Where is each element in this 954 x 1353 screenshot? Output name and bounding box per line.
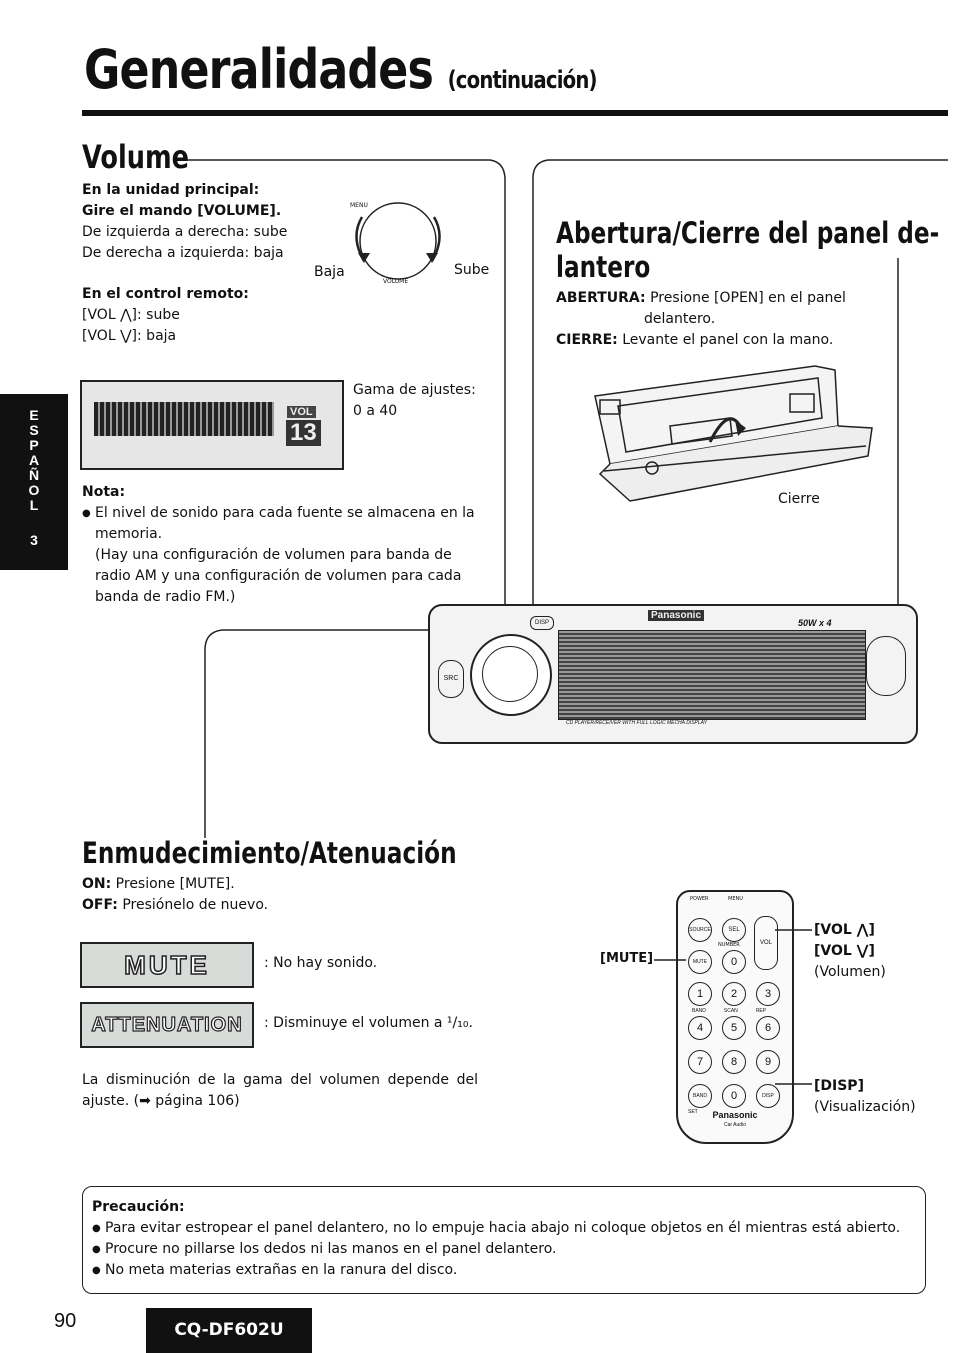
- title-text: Generalidades: [84, 38, 434, 101]
- dial-top-label: MENU: [350, 202, 368, 209]
- panel-heading-line1: Abertura/Cierre del panel de-: [556, 216, 940, 250]
- off-label: OFF:: [82, 897, 118, 913]
- mute-lcd-text: MUTE: [124, 950, 210, 980]
- remote-key-4[interactable]: 4: [688, 1016, 712, 1040]
- dial-bottom-label: VOLUME: [383, 278, 409, 285]
- remote-disp-desc: (Visualización): [814, 1099, 916, 1115]
- attenuation-lcd-desc: : Disminuye el volumen a ¹/₁₀.: [264, 1015, 473, 1031]
- note-label: Nota:: [82, 484, 126, 500]
- panel-figure-label: Cierre: [778, 491, 820, 507]
- remote-sub-brand: Car Audio: [724, 1122, 746, 1128]
- caution-label: Precaución:: [92, 1199, 185, 1215]
- remote-key-5[interactable]: 5: [722, 1016, 746, 1040]
- remote-number-label: NUMBER: [718, 942, 740, 948]
- mute-heading: Enmudecimiento/Atenuación: [82, 836, 457, 870]
- panel-heading-line2: lantero: [556, 250, 651, 284]
- remote-line: [VOL ⋁]: baja: [82, 328, 177, 344]
- range-value: 0 a 40: [353, 403, 398, 419]
- remote-line: [VOL ⋀]: sube: [82, 307, 180, 323]
- remote-key-0[interactable]: 0: [722, 1084, 746, 1108]
- side-tab-letter: L: [29, 497, 39, 513]
- dial-right-label: Sube: [454, 262, 490, 278]
- dial-left-label: Baja: [314, 264, 345, 280]
- remote-vol-desc: (Volumen): [814, 964, 886, 980]
- remote-set-label: SET: [688, 1109, 698, 1115]
- remote-key-0-top[interactable]: 0: [722, 950, 746, 974]
- close-text: Levante el panel con la mano.: [622, 332, 834, 348]
- main-unit-instruction: Gire el mando [VOLUME].: [82, 203, 282, 219]
- title-subtitle: (continuación): [447, 66, 597, 94]
- caution-item: ● Procure no pillarse los dedos ni las manos en el panel delantero.: [92, 1239, 916, 1260]
- caution-item: ● No meta materias extrañas en la ranura del disco.: [92, 1260, 916, 1281]
- caution-item: ● Para evitar estropear el panel delantero, no lo empuje hacia abajo ni coloque objetos en él mientras está abierto.: [92, 1218, 916, 1239]
- head-unit-bottom-text: CD PLAYER/RECEIVER WITH FULL LOGIC MECHA DISPLAY: [566, 720, 707, 726]
- remote-sel-button[interactable]: SEL: [722, 918, 746, 942]
- volume-heading: Volume: [82, 138, 190, 176]
- main-unit-label: En la unidad principal:: [82, 182, 260, 198]
- main-unit-line: De derecha a izquierda: baja: [82, 245, 284, 261]
- remote-brand: Panasonic: [712, 1110, 758, 1120]
- range-note: La disminución de la gama del volumen depende del ajuste. (➡ página 106): [82, 1072, 478, 1109]
- remote-mute-button[interactable]: MUTE: [688, 950, 712, 974]
- remote-row-label: BAND: [692, 1008, 706, 1014]
- remote-top-label: MENU: [728, 896, 743, 902]
- remote-key-7[interactable]: 7: [688, 1050, 712, 1074]
- model-badge: CQ-DF602U: [146, 1308, 312, 1353]
- remote-key-6[interactable]: 6: [756, 1016, 780, 1040]
- main-unit-line: De izquierda a derecha: sube: [82, 224, 288, 240]
- attenuation-lcd-text: ATTENUATION: [91, 1014, 243, 1036]
- remote-key-2[interactable]: 2: [722, 982, 746, 1006]
- off-text: Presiónelo de nuevo.: [122, 897, 269, 913]
- on-text: Presione [MUTE].: [115, 876, 235, 892]
- on-label: ON:: [82, 876, 112, 892]
- remote-top-label: POWER: [690, 896, 709, 902]
- remote-key-9[interactable]: 9: [756, 1050, 780, 1074]
- close-label: CIERRE:: [556, 332, 618, 348]
- head-unit-power: 50W x 4: [798, 618, 832, 628]
- remote-disp-button[interactable]: DISP: [756, 1084, 780, 1108]
- vol-tag: VOL: [287, 406, 316, 418]
- remote-label: En el control remoto:: [82, 286, 249, 302]
- open-text: Presione [OPEN] en el panel: [650, 290, 846, 306]
- side-tab-letter: S: [29, 422, 39, 438]
- remote-key-3[interactable]: 3: [756, 982, 780, 1006]
- remote-mute-callout: [MUTE]: [600, 951, 654, 966]
- open-label: ABERTURA:: [556, 290, 646, 306]
- remote-key-1[interactable]: 1: [688, 982, 712, 1006]
- page-number: 90: [54, 1310, 77, 1332]
- note-text: ● El nivel de sonido para cada fuente se almacena en la memoria.: [82, 503, 476, 545]
- side-tab-letter: E: [29, 407, 39, 423]
- src-button[interactable]: SRC: [438, 660, 464, 698]
- mute-lcd-desc: : No hay sonido.: [264, 955, 378, 971]
- head-unit-brand: Panasonic: [648, 610, 704, 621]
- remote-row-label: REP: [755, 1008, 767, 1014]
- note-paren: (Hay una configuración de volumen para banda de radio AM y una configuración de volumen para cada banda de radio FM.): [95, 547, 462, 605]
- side-tab-letter: P: [29, 437, 39, 453]
- remote-band-button[interactable]: BAND: [688, 1084, 712, 1108]
- remote-row-label: SCAN: [723, 1008, 738, 1014]
- vol-value: 13: [286, 420, 321, 446]
- remote-key-8[interactable]: 8: [722, 1050, 746, 1074]
- side-tab-letter: A: [28, 452, 40, 468]
- remote-source-button[interactable]: SOURCE: [688, 918, 712, 942]
- remote-vol-down-callout: [VOL ⋁]: [814, 943, 875, 959]
- remote-vol-rocker[interactable]: VOL: [754, 916, 778, 970]
- range-label: Gama de ajustes:: [353, 382, 476, 398]
- side-tab-number: 3: [30, 532, 38, 548]
- side-tab-letter: Ñ: [28, 467, 40, 483]
- remote-disp-callout: [DISP]: [814, 1078, 864, 1094]
- open-text2: delantero.: [644, 311, 716, 327]
- disp-button[interactable]: DISP: [530, 616, 554, 630]
- remote-vol-up-callout: [VOL ⋀]: [814, 922, 875, 938]
- side-tab-letter: O: [28, 482, 40, 498]
